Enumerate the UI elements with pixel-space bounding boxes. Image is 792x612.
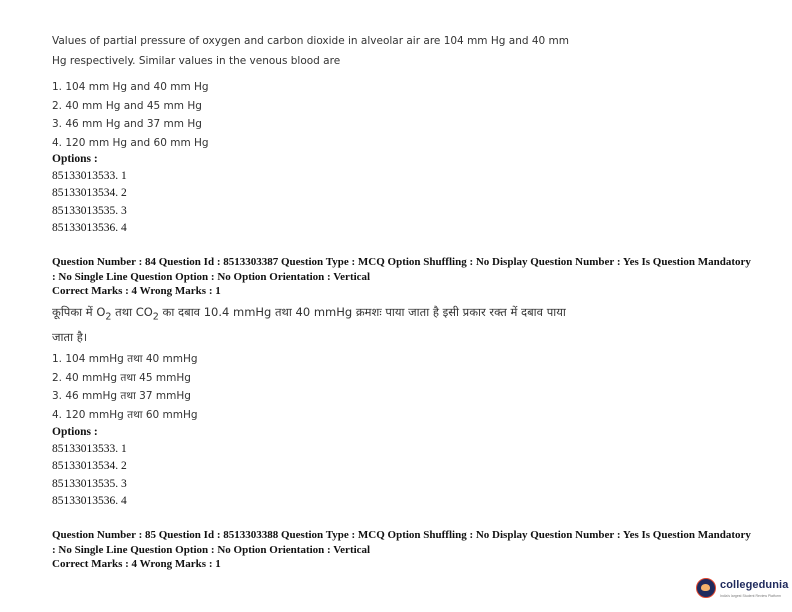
- subscript: 2: [152, 311, 159, 323]
- option-code: 85133013533. 1: [52, 170, 127, 183]
- option-code: 85133013536. 4: [52, 494, 127, 507]
- hindi-text-part: का दबाव 10.4 mmHg तथा 40 mmHg क्रमशः पाया जाता है इसी प्रकार रक्त में दबाव पाया जाता है।: [52, 305, 566, 345]
- question-meta: [52, 255, 752, 299]
- subscript: 2: [105, 311, 112, 323]
- choice-item: 3. 46 mmHg तथा 37 mmHg: [52, 390, 191, 402]
- hindi-text-part: तथा CO: [111, 305, 153, 319]
- option-code: 85133013534. 2: [52, 460, 127, 473]
- logo-mascot-icon: [696, 578, 716, 598]
- marks-text: Correct Marks : 4 Wrong Marks : 1: [52, 558, 221, 570]
- options-block: [52, 424, 127, 510]
- hindi-question-text: [52, 302, 572, 347]
- options-label: Options :: [52, 153, 98, 165]
- option-code: 85133013536. 4: [52, 221, 127, 234]
- logo-name: collegedunia: [720, 579, 789, 591]
- question-text: Values of partial pressure of oxygen and carbon dioxide in alveolar air are 104 mm Hg and 40 mm Hg respectively. Similar values in the venous blood are: [52, 35, 570, 67]
- question-meta-text: Question Number : 85 Question Id : 8513303388 Question Type : MCQ Option Shuffling : No Display Question Number : Yes Is Question Mandatory : No Single Line Question Option : No Option Orientation : Vertical: [52, 529, 751, 556]
- options-block: [52, 151, 127, 237]
- option-code: 85133013533. 1: [52, 443, 127, 456]
- choice-item: 3. 46 mm Hg and 37 mm Hg: [52, 118, 202, 130]
- choice-list: [52, 78, 209, 152]
- question-meta: [52, 528, 752, 572]
- logo-tagline: India's largest Student Review Platform: [720, 594, 781, 598]
- collegedunia-logo: [696, 576, 788, 604]
- choice-item: 1. 104 mmHg तथा 40 mmHg: [52, 353, 198, 365]
- choice-item: 1. 104 mm Hg and 40 mm Hg: [52, 81, 209, 93]
- marks-text: Correct Marks : 4 Wrong Marks : 1: [52, 285, 221, 297]
- choice-item: 4. 120 mmHg तथा 60 mmHg: [52, 408, 198, 421]
- choice-item: 4. 120 mm Hg and 60 mm Hg: [52, 136, 209, 149]
- question-meta-text: Question Number : 84 Question Id : 8513303387 Question Type : MCQ Option Shuffling : No Display Question Number : Yes Is Question Mandatory : No Single Line Question Option : No Option Orientation : Vertical: [52, 256, 751, 283]
- option-code: 85133013535. 3: [52, 477, 127, 490]
- option-code: 85133013534. 2: [52, 187, 127, 200]
- hindi-text-part: कूपिका में O: [52, 305, 106, 319]
- options-label: Options :: [52, 426, 98, 438]
- choice-list: [52, 350, 198, 424]
- option-code: 85133013535. 3: [52, 204, 127, 217]
- choice-item: 2. 40 mm Hg and 45 mm Hg: [52, 99, 202, 112]
- choice-item: 2. 40 mmHg तथा 45 mmHg: [52, 371, 191, 384]
